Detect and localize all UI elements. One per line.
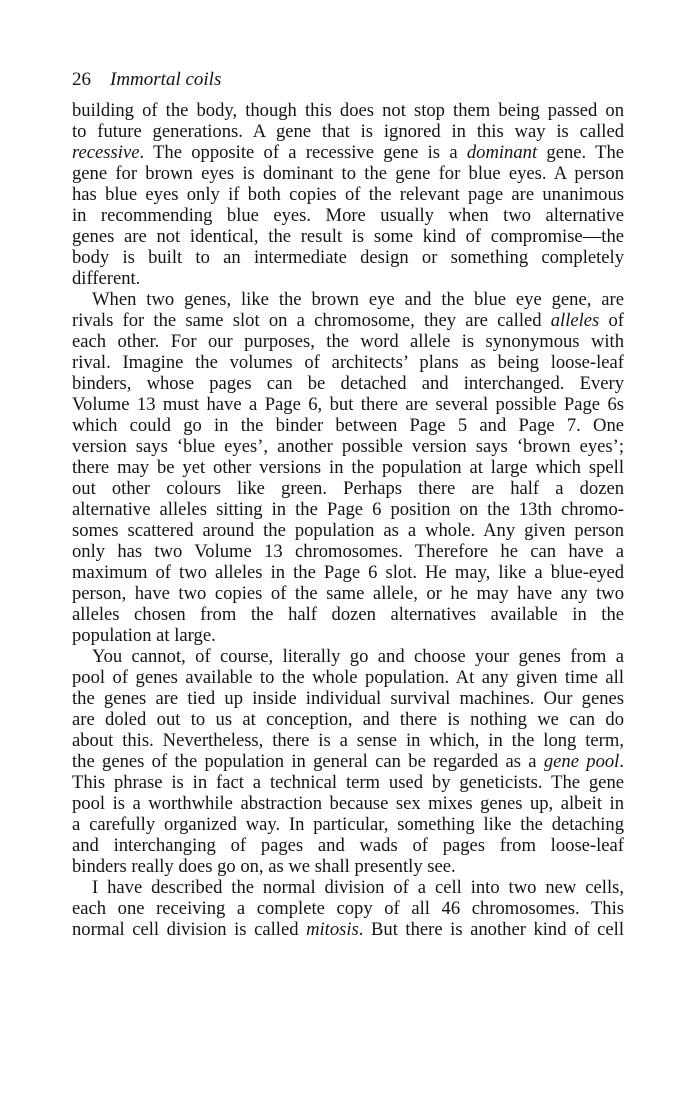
text-line — [72, 499, 624, 520]
text-line — [72, 625, 624, 646]
text-run: alternative alleles sitting in the Page 6 position on the 13th chromo- — [72, 499, 624, 520]
paragraph — [72, 646, 624, 877]
book-page — [72, 68, 624, 940]
text-line — [72, 205, 624, 226]
text-line — [72, 835, 624, 856]
text-run: . — [619, 751, 624, 772]
text-run: rivals for the same slot on a chromosome, they are called — [72, 310, 551, 331]
text-line — [72, 268, 624, 289]
text-run: This phrase is in fact a technical term used by geneticists. The gene — [72, 772, 624, 793]
body-text — [72, 100, 624, 940]
text-run: Volume 13 must have a Page 6, but there are several possible Page 6s — [72, 394, 624, 415]
running-head — [72, 68, 624, 92]
text-run: You cannot, of course, literally go and choose your genes from a — [92, 646, 624, 667]
text-run: are doled out to us at conception, and there is nothing we can do — [72, 709, 624, 730]
text-line — [72, 751, 624, 772]
text-line — [72, 310, 624, 331]
text-line — [72, 730, 624, 751]
text-line — [72, 562, 624, 583]
text-line — [72, 331, 624, 352]
text-run: rival. Imagine the volumes of architects’ plans as being loose-leaf — [72, 352, 624, 373]
text-line — [72, 646, 624, 667]
text-run: alleles chosen from the half dozen alternatives available in the — [72, 604, 624, 625]
text-run: the genes are tied up inside individual survival machines. Our genes — [72, 688, 624, 709]
text-run: person, have two copies of the same allele, or he may have any two — [72, 583, 624, 604]
text-run: different. — [72, 268, 141, 289]
text-line — [72, 919, 624, 940]
text-line — [72, 709, 624, 730]
text-run: body is built to an intermediate design or something completely — [72, 247, 624, 268]
text-run: binders, whose pages can be detached and interchanged. Every — [72, 373, 624, 394]
text-run: normal cell division is called — [72, 919, 307, 940]
text-line — [72, 898, 624, 919]
text-line — [72, 688, 624, 709]
text-run: maximum of two alleles in the Page 6 slot. He may, like a blue-eyed — [72, 562, 624, 583]
text-line — [72, 793, 624, 814]
text-run: binders really does go on, as we shall presently see. — [72, 856, 456, 877]
paragraph — [72, 289, 624, 646]
text-run: population at large. — [72, 625, 216, 646]
text-run: genes are not identical, the result is some kind of compromise—the — [72, 226, 624, 247]
text-line — [72, 856, 624, 877]
text-run: a carefully organized way. In particular, something like the detaching — [72, 814, 624, 835]
italic-term: mitosis — [306, 919, 359, 940]
italic-term: alleles — [550, 310, 600, 331]
text-run: has blue eyes only if both copies of the relevant page are unanimous — [72, 184, 624, 205]
text-run: pool is a worthwhile abstraction because sex mixes genes up, albeit in — [72, 793, 624, 814]
text-run: somes scattered around the population as a whole. Any given person — [72, 520, 624, 541]
text-run: to future generations. A gene that is ignored in this way is called — [72, 121, 624, 142]
text-run: gene. The — [537, 142, 624, 163]
text-line — [72, 142, 624, 163]
text-run: each one receiving a complete copy of all 46 chromosomes. This — [72, 898, 624, 919]
text-line — [72, 289, 624, 310]
text-line — [72, 373, 624, 394]
text-run: When two genes, like the brown eye and the blue eye gene, are — [92, 289, 624, 310]
text-line — [72, 457, 624, 478]
text-run: about this. Nevertheless, there is a sense in which, in the long term, — [72, 730, 624, 751]
text-line — [72, 100, 624, 121]
italic-term: dominant — [466, 142, 538, 163]
italic-term: recessive — [72, 142, 140, 163]
text-line — [72, 814, 624, 835]
text-line — [72, 226, 624, 247]
text-line — [72, 121, 624, 142]
chapter-title: Immortal coils — [110, 69, 222, 90]
text-line — [72, 520, 624, 541]
text-run: only has two Volume 13 chromosomes. Therefore he can have a — [72, 541, 624, 562]
paragraph — [72, 100, 624, 289]
text-run: of — [599, 310, 624, 331]
text-line — [72, 352, 624, 373]
italic-term: gene pool — [543, 751, 620, 772]
text-line — [72, 415, 624, 436]
text-run: and interchanging of pages and wads of pages from loose-leaf — [72, 835, 624, 856]
text-line — [72, 877, 624, 898]
paragraph — [72, 877, 624, 940]
text-run: the genes of the population in general can be regarded as a — [72, 751, 544, 772]
text-line — [72, 583, 624, 604]
text-run: which could go in the binder between Page 5 and Page 7. One — [72, 415, 624, 436]
text-run: in recommending blue eyes. More usually when two alternative — [72, 205, 624, 226]
text-line — [72, 772, 624, 793]
text-line — [72, 394, 624, 415]
text-run: each other. For our purposes, the word allele is synonymous with — [72, 331, 624, 352]
text-run: pool of genes available to the whole population. At any given time all — [72, 667, 624, 688]
text-line — [72, 604, 624, 625]
text-line — [72, 541, 624, 562]
text-run: . But there is another kind of cell — [358, 919, 624, 940]
text-line — [72, 163, 624, 184]
page-number: 26 — [72, 69, 91, 90]
text-run: building of the body, though this does not stop them being passed on — [72, 100, 624, 121]
text-run: I have described the normal division of a cell into two new cells, — [92, 877, 624, 898]
text-run: version says ‘blue eyes’, another possible version says ‘brown eyes’; — [72, 436, 624, 457]
text-line — [72, 478, 624, 499]
text-line — [72, 247, 624, 268]
text-run: . The opposite of a recessive gene is a — [139, 142, 467, 163]
text-run: gene for brown eyes is dominant to the gene for blue eyes. A person — [72, 163, 624, 184]
text-line — [72, 667, 624, 688]
text-line — [72, 436, 624, 457]
text-run: there may be yet other versions in the population at large which spell — [72, 457, 624, 478]
text-line — [72, 184, 624, 205]
text-run: out other colours like green. Perhaps there are half a dozen — [72, 478, 624, 499]
